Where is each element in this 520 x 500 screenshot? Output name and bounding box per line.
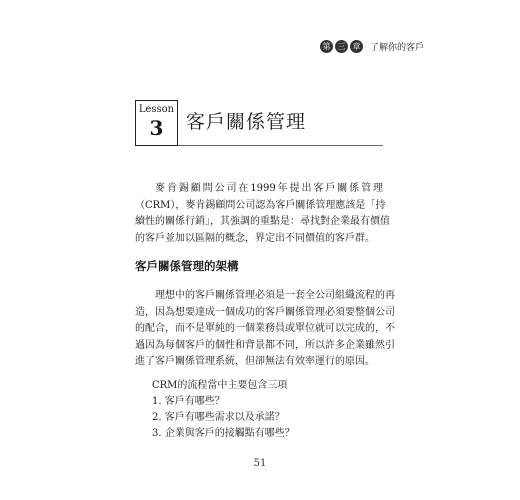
lesson-number: 3 (149, 116, 164, 140)
list-intro: CRM的流程當中主要包含三項 (152, 380, 288, 391)
crm-process-list (152, 378, 295, 442)
lesson-word: Lesson (138, 104, 175, 115)
list-item: 2. 客戶有哪些需求以及承諾？ (152, 412, 285, 423)
list-item: 1. 客戶有哪些？ (152, 396, 225, 407)
paragraph-line: 續性的關係行銷」，其強調的重點是：尋找對企業最有價值 (135, 216, 390, 227)
section-heading: 客戶關係管理的架構 (135, 259, 239, 273)
paragraph-line: 麥肯錫顧問公司在1999年提出客戶關係管理 (155, 183, 383, 194)
intro-paragraph (135, 181, 390, 247)
framework-paragraph (135, 288, 395, 371)
paragraph-line: 的客戶並加以區隔的概念，界定出不同價值的客戶群。 (135, 232, 375, 244)
page-number: 51 (253, 458, 267, 469)
paragraph-line: 進了客戶關係管理系統，但卻無法有效率運行的原因。 (135, 356, 375, 367)
paragraph-line: 的配合，而不是單純的一個業務員或單位就可以完成的，不 (135, 323, 395, 334)
paragraph-line: 理想中的客戶關係管理必須是一套全公司組織流程的再 (155, 290, 395, 301)
chapter-header (320, 40, 424, 53)
list-item: 3. 企業與客戶的接觸點有哪些？ (152, 428, 295, 439)
paragraph-line: （CRM），麥肯錫顧問公司認為客戶關係管理應該是「持 (135, 199, 386, 211)
paragraph-line: 過因為每個客戶的個性和背景都不同，所以許多企業雖然引 (135, 339, 395, 351)
title-underline (178, 145, 383, 146)
chapter-glyph-1: 第 (320, 40, 333, 53)
lesson-title: 客戶關係管理 (186, 111, 307, 133)
paragraph-line: 造，因為想要達成一個成功的客戶關係管理必須要整個公司 (135, 306, 395, 318)
chapter-glyph-3: 章 (350, 40, 363, 53)
chapter-glyph-2: 三 (335, 40, 348, 53)
lesson-badge (135, 100, 178, 146)
chapter-title: 了解你的客戶 (369, 43, 424, 53)
